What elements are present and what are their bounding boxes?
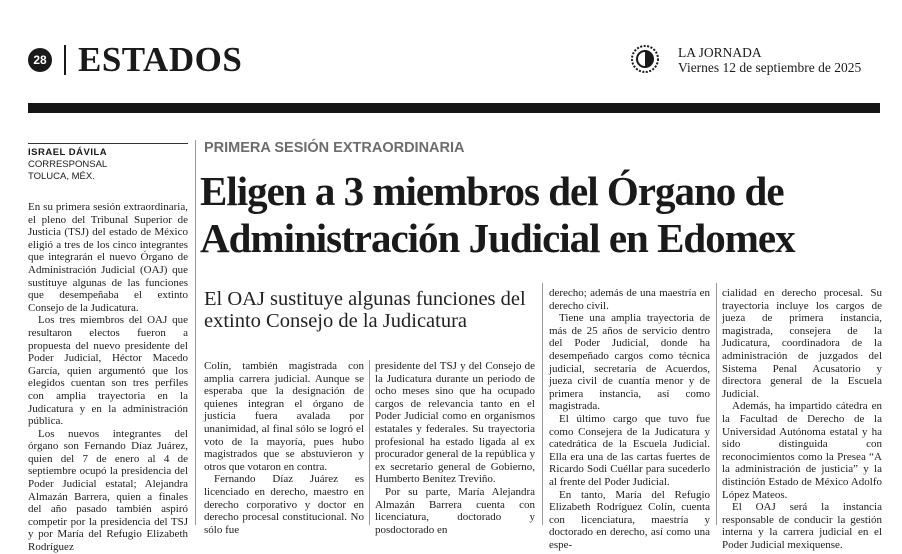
paragraph: Colín, también magistrada con amplia carrera judicial. Aunque se esperaba que la designación de quienes integran el órgano de justicia fuera avalada por unanimidad, al final sólo se logró el voto de la mayoría, pues hubo magistrados que se abstuvieron y otros que votaron en contra. <box>204 360 364 473</box>
article-column-3 <box>375 360 535 536</box>
article-column-5 <box>722 287 882 551</box>
byline <box>28 147 107 183</box>
masthead <box>678 45 861 75</box>
column-divider <box>542 283 543 525</box>
paragraph: El OAJ será la instancia responsable de conducir la gestión interna y la carrera judicial en el Poder Judicial mexiquense. <box>722 501 882 551</box>
paragraph: En su primera sesión extraordinaria, el pleno del Tribunal Superior de Justicia (TSJ) del estado de México eligió a tres de los cinco integrantes que integrarán el nuevo Órgano de Administración Judicial (OAJ) que sustituye algunas de las funciones que desempeñaba el extinto Consejo de la Judicatura. <box>28 201 188 314</box>
paragraph: Además, ha impartido cátedra en la Facultad de Derecho de la Universidad Autónoma estatal y ha sido distinguida con reconocimientos como la Presea “A la administración de justicia” y la distinción Estado de México Adolfo López Mateos. <box>722 400 882 501</box>
byline-divider <box>28 143 188 144</box>
paragraph: Tiene una amplia trayectoria de más de 25 años de servicio dentro del Poder Judicial, donde ha desempeñado cargos como técnica judicial, secretaria de Acuerdos, jueza civil de cuantía menor y de primera instancia, así como magistrada. <box>549 312 710 413</box>
article-kicker: PRIMERA SESIÓN EXTRAORDINARIA <box>204 140 465 156</box>
article-column-2 <box>204 360 364 536</box>
byline-location: TOLUCA, MÉX. <box>28 171 95 182</box>
page-number: 28 <box>28 48 52 72</box>
paragraph: presidente del TSJ y del Consejo de la Judicatura durante un periodo de ocho meses sino que ha ocupado cargos de relevancia tanto en el Poder Judicial como en organismos estatales y federales. Su trayectoria profesional ha estado ligada al ex procurador general de la república y ex secretario general de Gobierno, Humberto Benítez Treviño. <box>375 360 535 486</box>
newspaper-logo-icon <box>630 44 660 74</box>
byline-author: ISRAEL DÁVILA <box>28 147 108 158</box>
byline-role: CORRESPONSAL <box>28 159 108 170</box>
paragraph: Por su parte, María Alejandra Almazán Barrera cuenta con licenciatura, doctorado y posdoctorado en <box>375 485 535 536</box>
column-divider <box>195 140 196 525</box>
paragraph: derecho; además de una maestría en derecho civil. <box>549 287 710 312</box>
newspaper-name: LA JORNADA <box>678 45 762 60</box>
paragraph: En tanto, María del Refugio Elizabeth Rodríguez Colín, cuenta con licenciatura, maestría y doctorado en derecho, así como una espe- <box>549 488 710 551</box>
paragraph: Los nuevos integrantes del órgano son Fernando Díaz Juárez, quien del 7 de enero al 4 de septiembre ocupó la presidencia del Poder Judicial estatal; Alejandra Almazán Barrera, quien a finales del año pasado también aspiró competir por la presidencia del TSJ y por María del Refugio Elizabeth Rodríguez <box>28 427 188 554</box>
column-divider <box>716 283 717 525</box>
paragraph: Los tres miembros del OAJ que resultaron electos fueron a propuesta del nuevo presidente del Poder Judicial, Héctor Macedo García, quien argumentó que los elegidos cuentan son tres perfiles con amplia trayectoria en la Judicatura y en la administración pública. <box>28 314 188 428</box>
header-bar <box>28 103 880 113</box>
issue-date: Viernes 12 de septiembre de 2025 <box>678 60 862 75</box>
article-headline: Eligen a 3 miembros del Órgano de Administración Judicial en Edomex <box>200 168 795 261</box>
section-divider <box>64 45 66 75</box>
article-column-4 <box>549 287 710 551</box>
article-column-1 <box>28 201 188 554</box>
paragraph: cialidad en derecho procesal. Su trayectoria incluye los cargos de jueza de primera instancia, magistrada, consejera de la Judicatura, coordinadora de la administración de juzgados del Sistema Penal Acusatorio y directora general de la Escuela Judicial. <box>722 287 882 400</box>
paragraph: Fernando Díaz Juárez es licenciado en derecho, maestro en derecho corporativo y doctor en derecho procesal constitucional. No sólo fue <box>204 473 364 536</box>
paragraph: El último cargo que tuvo fue como Consejera de la Judicatura y catedrática de la Escuela Judicial. Ella era una de las cartas fuertes de Ricardo Sodi Cuéllar para sucederlo al frente del Poder Judicial. <box>549 412 710 488</box>
article-subhead: El OAJ sustituye algunas funciones del extinto Consejo de la Judicatura <box>204 288 526 332</box>
column-divider <box>369 360 370 525</box>
section-title: ESTADOS <box>78 40 243 79</box>
